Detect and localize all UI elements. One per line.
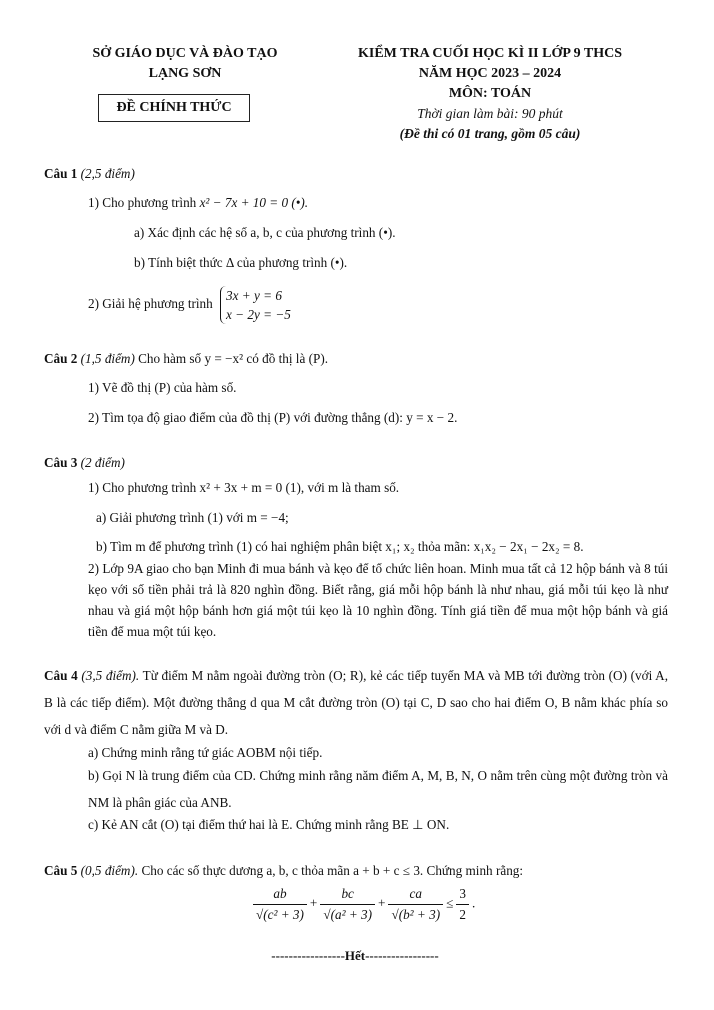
q4-part-c: c) Kẻ AN cắt (O) tại điểm thứ hai là E. Chứng minh rằng BE ⊥ ON. [88, 817, 450, 832]
fraction-ca-num: ca [388, 884, 443, 905]
official-exam-box [98, 94, 250, 122]
q2-part1: 1) Vẽ đồ thị (P) của hàm số. [88, 380, 237, 395]
fraction-ab-den: √(c² + 3) [256, 907, 304, 922]
fraction-three-halves [456, 884, 469, 925]
province-name: LẠNG SƠN [148, 66, 222, 81]
leq-sign: ≤ [446, 895, 454, 911]
fraction-rhs-num: 3 [456, 884, 469, 905]
plus-sign: + [378, 895, 386, 911]
q3-part1b: b) Tìm m để phương trình (1) có hai nghiệm phân biệt x₁; x₂ thỏa mãn: x₁x₂ − 2x₁ − 2x₂ = 8. [96, 539, 584, 554]
q1-equation: x² − 7x + 10 = 0 (•). [199, 195, 309, 210]
system-eq-1: 3x + y = 6 [226, 288, 282, 303]
exam-time: Thời gian làm bài: 90 phút [417, 106, 563, 121]
fraction-ca-den: √(b² + 3) [391, 907, 441, 922]
q3-part1a: a) Giải phương trình (1) với m = −4; [96, 510, 289, 525]
q1-part2-text: 2) Giải hệ phương trình [88, 296, 213, 312]
school-year: NĂM HỌC 2023 – 2024 [418, 66, 562, 81]
subject: MÔN: TOÁN [448, 86, 532, 101]
exam-note: (Đề thi có 01 trang, gồm 05 câu) [399, 126, 581, 141]
department-name: SỞ GIÁO DỤC VÀ ĐÀO TẠO [92, 46, 278, 61]
fraction-bc [320, 884, 375, 925]
q3-part1: 1) Cho phương trình x² + 3x + m = 0 (1), với m là tham số. [88, 480, 400, 495]
q5-intro: Cho các số thực dương a, b, c thỏa mãn a + b + c ≤ 3. Chứng minh rằng: [141, 863, 524, 878]
q1-title: Câu 1 [44, 166, 78, 181]
q5-title: Câu 5 [44, 863, 78, 878]
official-label: ĐỀ CHÍNH THỨC [116, 100, 232, 115]
q1-part1b: b) Tính biệt thức Δ của phương trình (•). [134, 255, 348, 270]
q2-points: (1,5 điểm) [80, 351, 135, 366]
fraction-ab [253, 884, 307, 925]
q2-heading [44, 350, 328, 368]
q4-title: Câu 4 [44, 668, 78, 683]
q1-points: (2,5 điểm) [80, 166, 135, 181]
q1-heading [44, 165, 135, 183]
plus-sign: + [309, 895, 318, 911]
q2-part2: 2) Tìm tọa độ giao điểm của đồ thị (P) với đường thẳng (d): y = x − 2. [88, 410, 458, 425]
q1-part1a: a) Xác định các hệ số a, b, c của phương trình (•). [134, 225, 396, 240]
q3-heading [44, 454, 125, 472]
q3-title: Câu 3 [44, 455, 78, 470]
q1-part1-text: 1) Cho phương trình [88, 195, 197, 210]
fraction-rhs-den: 2 [459, 907, 466, 922]
fraction-bc-num: bc [320, 884, 375, 905]
fraction-bc-den: √(a² + 3) [323, 907, 373, 922]
q2-intro: Cho hàm số y = −x² có đồ thị là (P). [138, 351, 329, 366]
q3-part2: 2) Lớp 9A giao cho bạn Minh đi mua bánh và kẹo để tổ chức liên hoan. Minh mua tất cả 12 hộp bánh và 8 túi kẹo với số tiền phải trả là 820 nghìn đồng. Biết rằng, giá mỗi hộp bánh là như nhau, giá mỗi túi kẹo là như nhau và giá một hộp bánh hơn giá một túi kẹo là 10 nghìn đồng. Tính giá tiền để mua một hộp bánh và giá tiền để mua một túi kẹo. [88, 561, 668, 639]
q1-part1 [88, 194, 308, 212]
system-eq-2: x − 2y = −5 [226, 307, 291, 322]
q3-points: (2 điểm) [80, 455, 125, 470]
q5-points: (0,5 điểm). [80, 863, 139, 878]
q5-inequality [250, 884, 475, 925]
q4-intro: Từ điểm M nằm ngoài đường tròn (O; R), kẻ các tiếp tuyến MA và MB tới đường tròn (O) (với A, B là các tiếp điểm). Một đường thẳng d qua M cắt đường tròn (O) tại C, D sao cho hai điểm O, B nằm khác phía so với d và điểm C nằm giữa M và D. [44, 668, 668, 737]
equation-system [220, 286, 291, 324]
exam-title: KIỂM TRA CUỐI HỌC KÌ II LỚP 9 THCS [358, 46, 622, 61]
q4-part-b: b) Gọi N là trung điểm của CD. Chứng minh rằng năm điểm A, M, B, N, O nằm trên cùng một đường tròn và NM là phân giác của ANB. [88, 768, 668, 810]
q2-title: Câu 2 [44, 351, 78, 366]
department-header [80, 44, 290, 84]
q1-part2 [88, 286, 291, 324]
q4-points: (3,5 điểm). [81, 668, 140, 683]
q4-body [44, 662, 668, 743]
exam-header [330, 44, 650, 144]
fraction-ca [388, 884, 443, 925]
end-of-exam: -----------------Hết----------------- [271, 948, 439, 963]
q4-part-a: a) Chứng minh rằng tứ giác AOBM nội tiếp. [88, 745, 323, 760]
q5-heading [44, 862, 523, 880]
fraction-ab-num: ab [253, 884, 307, 905]
end-dot: . [471, 895, 476, 911]
